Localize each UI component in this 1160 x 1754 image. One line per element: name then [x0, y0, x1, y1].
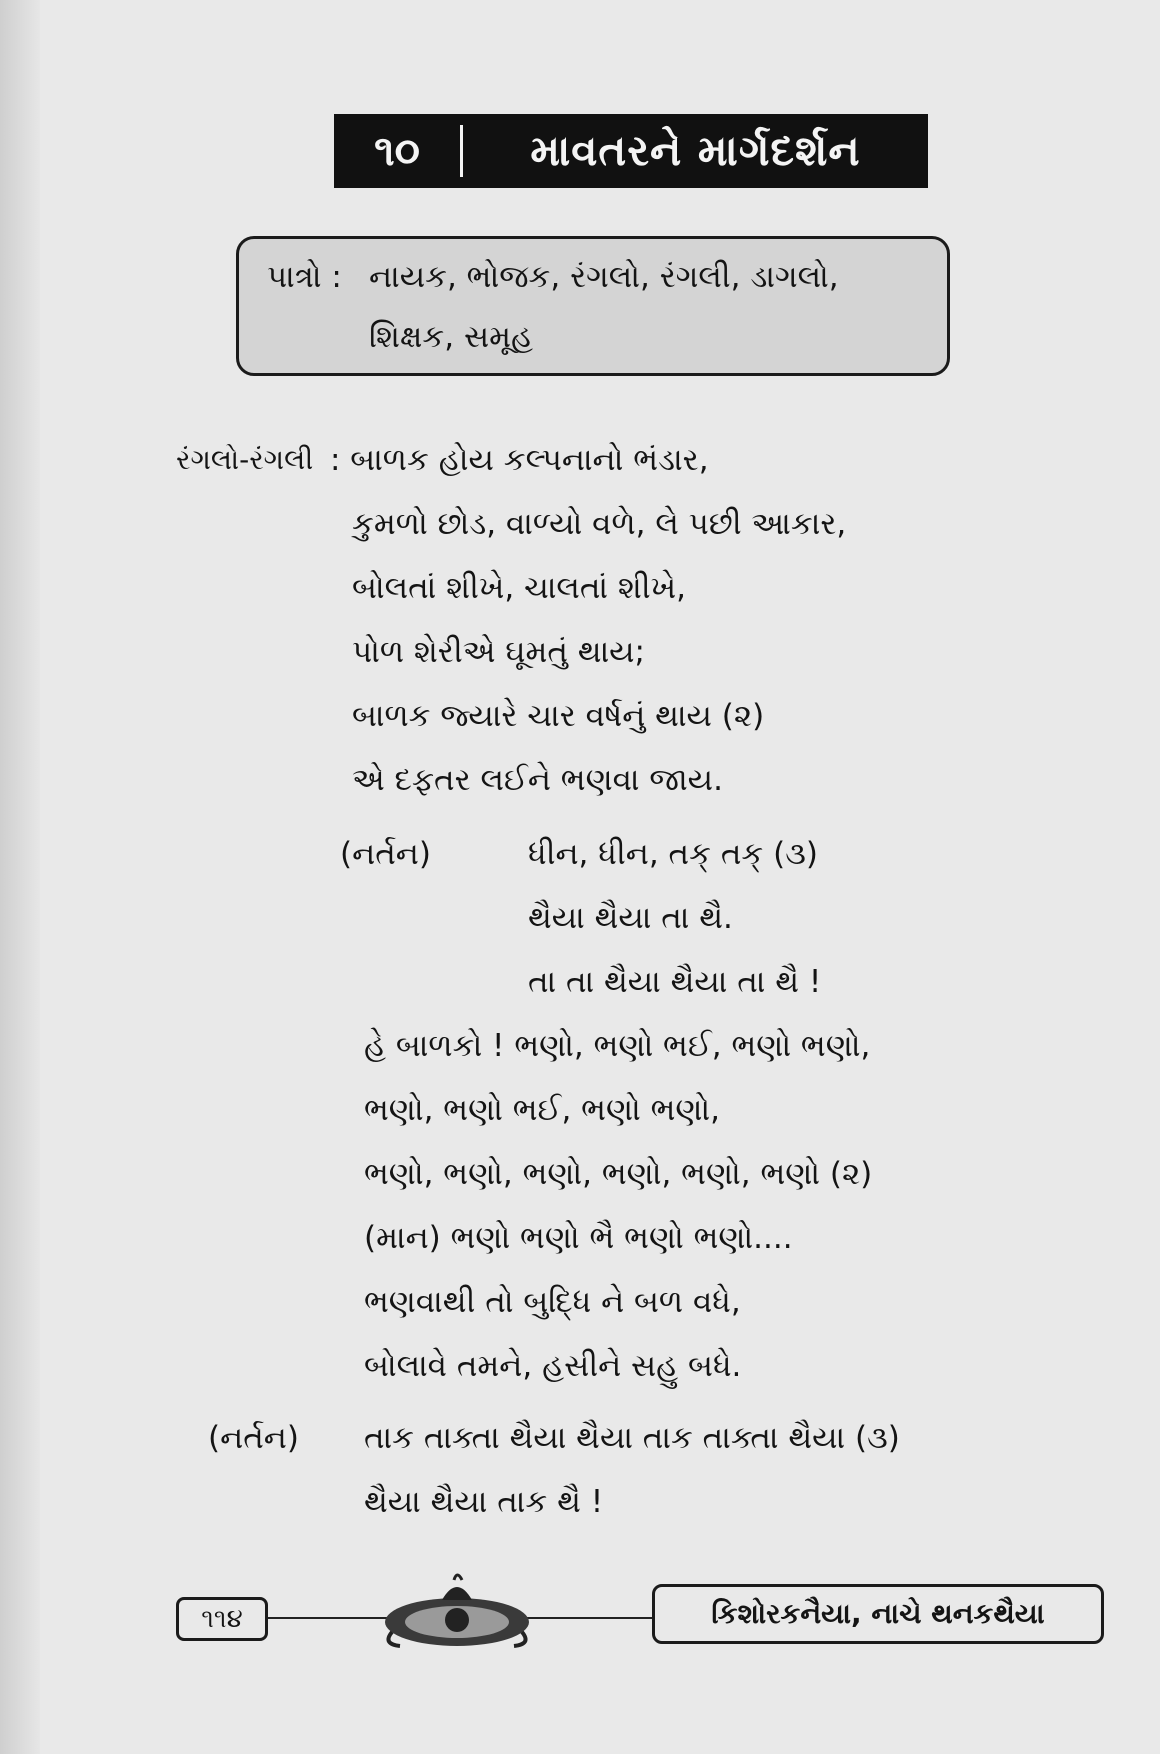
page-number: ૧૧૪ — [176, 1597, 268, 1641]
cast-line-2: શિક્ષક, સમૂહ — [369, 319, 534, 355]
speaker-name: રંગલો-રંગલી — [176, 443, 314, 476]
dance-line: તાક તાક્તા થૈયા થૈયા તાક તાક્તા થૈયા (૩) — [364, 1420, 900, 1456]
cast-box — [236, 236, 950, 376]
verse-line: ભણવાથી તો બુદ્ધિ ને બળ વધે, — [364, 1284, 741, 1320]
verse-line: બાળક જ્યારે ચાર વર્ષનું થાય (૨) — [352, 698, 765, 734]
dance-line: ધીન, ધીન, તક્ તક્ (૩) — [528, 836, 818, 872]
verse-line: ભણો, ભણો ભઈ, ભણો ભણો, — [364, 1092, 721, 1128]
cast-line-1: નાયક, ભોજક, રંગલો, રંગલી, ડાગલો, — [369, 259, 839, 295]
verse-line: પોળ શેરીએ ઘૂમતું થાય; — [352, 634, 645, 670]
verse-line: : બાળક હોય કલ્પનાનો ભંડાર, — [330, 442, 709, 478]
dance-label: (નર્તન) — [340, 836, 431, 872]
dance-label: (નર્તન) — [208, 1420, 299, 1456]
chapter-header — [334, 114, 928, 188]
book-title: કિશોરકનૈયા, નાચે થનકથૈયા — [652, 1584, 1104, 1644]
verse-line: (માન) ભણો ભણો ભૈ ભણો ભણો.... — [364, 1220, 793, 1256]
cast-label: પાત્રો : — [267, 259, 342, 295]
dance-line: થૈયા થૈયા તાક થૈ ! — [364, 1484, 604, 1520]
chapter-number: ૧૦ — [334, 125, 463, 177]
dance-line: તા તા થૈયા થૈયા તા થૈ ! — [528, 964, 822, 1000]
chapter-title: માવતરને માર્ગદર્શન — [530, 126, 861, 175]
verse-line: કુમળો છોડ, વાળ્યો વળે, લે પછી આકાર, — [352, 506, 847, 542]
verse-line: બોલતાં શીખે, ચાલતાં શીખે, — [352, 570, 686, 606]
verse-line: બોલાવે તમને, હસીને સહુ બધે. — [364, 1348, 742, 1384]
verse-line: ભણો, ભણો, ભણો, ભણો, ભણો, ભણો (૨) — [364, 1156, 873, 1192]
page-binding-shadow — [0, 0, 40, 1754]
dance-line: થૈયા થૈયા તા થૈ. — [528, 900, 733, 936]
verse-line: હે બાળકો ! ભણો, ભણો ભઈ, ભણો ભણો, — [364, 1028, 871, 1064]
krishna-ornament-icon — [372, 1570, 542, 1656]
verse-line: એ દફતર લઈને ભણવા જાય. — [352, 762, 723, 798]
